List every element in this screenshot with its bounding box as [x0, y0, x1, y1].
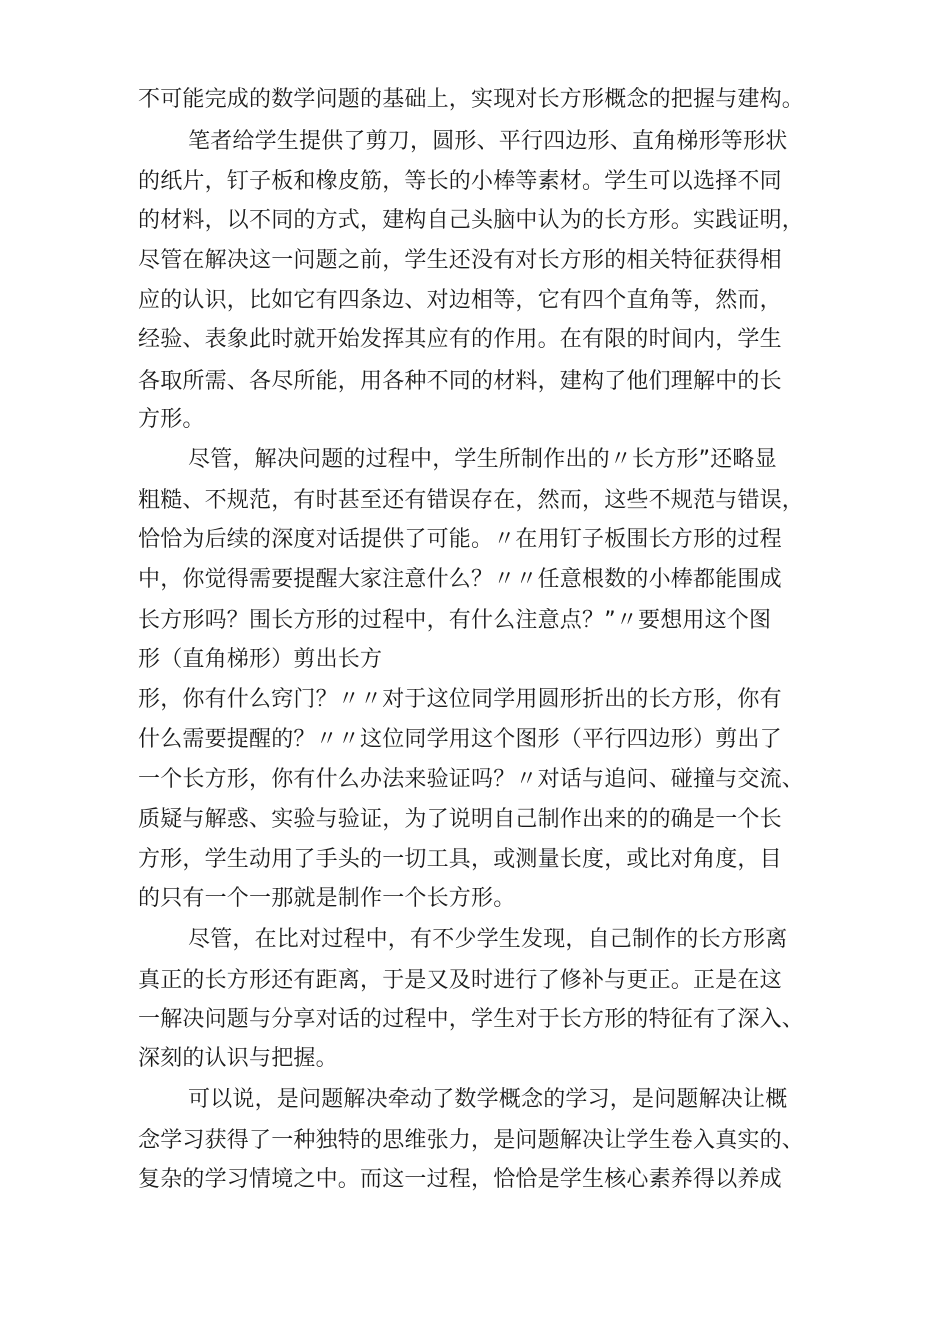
text-line: 质疑与解惑、实验与验证，为了说明自己制作出来的的确是一个长	[138, 807, 782, 832]
text-line: 尽管，解决问题的过程中，学生所制作出的〃长方形”还略显	[188, 447, 777, 472]
text-line: 一解决问题与分享对话的过程中，学生对于长方形的特征有了深入、	[138, 1007, 805, 1032]
text-line: 真正的长方形还有距离，于是又及时进行了修补与更正。正是在这	[138, 968, 782, 993]
text-line: 的材料，以不同的方式，建构自己头脑中认为的长方形。实践证明，	[138, 208, 805, 233]
text-line: 尽管，在比对过程中，有不少学生发现，自己制作的长方形离	[188, 927, 788, 952]
text-line: 念学习获得了一种独特的思维张力，是问题解决让学生卷入真实的、	[138, 1128, 805, 1153]
text-line: 方形。	[138, 407, 205, 432]
text-line: 一个长方形，你有什么办法来验证吗？〃对话与追问、碰撞与交流、	[138, 767, 805, 792]
text-line: 的纸片，钉子板和橡皮筋，等长的小棒等素材。学生可以选择不同	[138, 169, 782, 194]
text-line: 什么需要提醒的？〃〃这位同学用这个图形（平行四边形）剪出了	[138, 727, 782, 752]
text-line: 应的认识，比如它有四条边、对边相等，它有四个直角等，然而，	[138, 288, 782, 313]
text-line: 恰恰为后续的深度对话提供了可能。〃在用钉子板围长方形的过程	[138, 527, 782, 552]
text-line: 方形，学生动用了手头的一切工具，或测量长度，或比对角度，目	[138, 847, 782, 872]
text-line: 的只有一个一那就是制作一个长方形。	[138, 886, 516, 911]
text-line: 粗糙、不规范，有时甚至还有错误存在，然而，这些不规范与错误，	[138, 488, 805, 513]
text-line: 深刻的认识与把握。	[138, 1046, 338, 1071]
text-line: 复杂的学习情境之中。而这一过程，恰恰是学生核心素养得以养成	[138, 1167, 782, 1192]
text-line: 笔者给学生提供了剪刀，圆形、平行四边形、直角梯形等形状	[188, 129, 788, 154]
text-line: 长方形吗？围长方形的过程中，有什么注意点？”〃要想用这个图	[138, 608, 772, 633]
text-line: 可以说，是问题解决牵动了数学概念的学习，是问题解决让概	[188, 1087, 788, 1112]
text-line: 中，你觉得需要提醒大家注意什么？〃〃任意根数的小棒都能围成	[138, 567, 782, 592]
text-line: 经验、表象此时就开始发挥其应有的作用。在有限的时间内，学生	[138, 327, 782, 352]
text-line: 尽管在解决这一问题之前，学生还没有对长方形的相关特征获得相	[138, 248, 782, 273]
text-line: 形（直角梯形）剪出长方	[138, 647, 383, 672]
text-line: 形，你有什么窍门？〃〃对于这位同学用圆形折出的长方形，你有	[138, 687, 782, 712]
text-line: 各取所需、各尽所能，用各种不同的材料，建构了他们理解中的长	[138, 369, 782, 394]
text-line: 不可能完成的数学问题的基础上，实现对长方形概念的把握与建构。	[138, 87, 805, 112]
